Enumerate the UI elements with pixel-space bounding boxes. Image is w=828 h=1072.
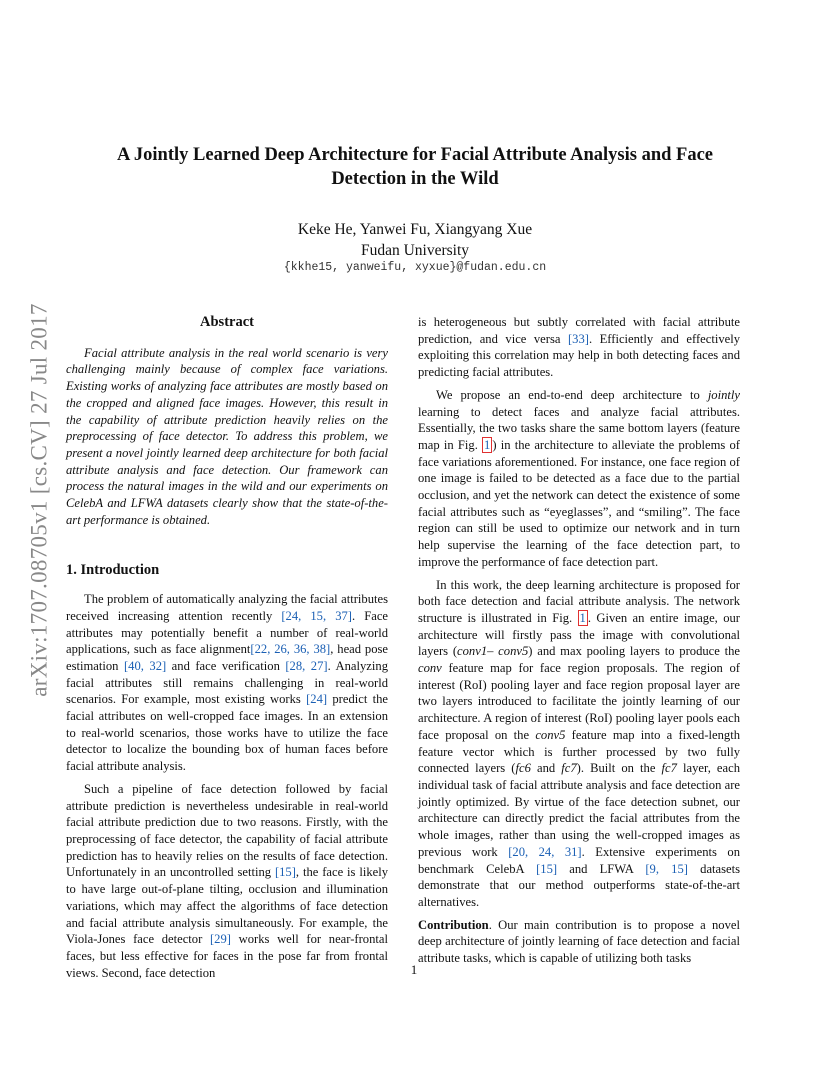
contribution-paragraph: Contribution. Our main contribution is to propose a novel deep architecture of jointly learning of face detection and facial attribute tasks, which is capable of utilizing both tasks: [418, 917, 740, 966]
arxiv-sidebar: [20, 300, 60, 700]
citation-link[interactable]: [24, 15, 37]: [281, 608, 352, 623]
intro-paragraph-2: Such a pipeline of face detection followed by facial attribute prediction is nevertheless undesirable in real-world facial attribute prediction due to two reasons. Firstly, with the preprocessing of face detector, the capability of facial attribute prediction has to heavily relies on the results of face detection. Unfortunately in an uncontrolled setting [15], the face is likely to have large out-of-plane tilting, occlusion and illumination variations, which may affect the algorithms of face detection and facial attribute analysis simultaneously. For example, the Viola-Jones face detector [29] works well for near-frontal faces, but less effective for faces in the pose far from frontal views. Second, face detection: [66, 781, 388, 980]
citation-link[interactable]: [24]: [306, 692, 328, 707]
author-emails: {kkhe15, yanweifu, xyxue}@fudan.edu.cn: [283, 261, 547, 274]
citation-link[interactable]: [40, 32]: [123, 658, 167, 673]
figure-link[interactable]: 1: [484, 437, 491, 452]
left-column: [66, 314, 388, 987]
author-block: [80, 219, 750, 261]
citation-link[interactable]: [22, 26, 36, 38]: [250, 642, 331, 657]
paper-title: A Jointly Learned Deep Architecture for Facial Attribute Analysis and Face Detection in the Wild: [116, 145, 714, 189]
intro-paragraph-1: The problem of automatically analyzing the facial attributes received increasing attention recently [24, 15, 37]. Face attributes may potentially benefit a number of real-world applications, such as face alignment[22, 26, 36, 38], head pose estimation [40, 32] and face verification [28, 27]. Analyzing facial attributes still remains challenging in real-world scenarios. For example, most existing works [24] predict the facial attributes on well-cropped face images. In an extension to real-world scenarios, those works have to utilize the face detector to localize the bounding box of human faces before facial attribute analysis.: [66, 592, 389, 774]
intro-paragraph-4: In this work, the deep learning architecture is proposed for both face detection and facial attribute analysis. The network structure is illustrated in Fig. 1 . Given an entire image, our architecture will firstly pass the image with convolutional layers (conv1– conv5) and max pooling layers to produce the conv feature map for face region proposals. The region of interest (RoI) pooling layer and face region proposal layer are two layers introduced to facilitate the jointly learning of our architecture. A region of interest (RoI) pooling layer pools each face proposal on the conv5 feature map into a fixed-length feature vector which is further processed by two fully connected layers (fc6 and fc7). Built on the fc7 layer, each individual task of facial attribute analysis and face detection are jointly optimized. By virtue of the face detection subnet, our architecture can directly predict the facial attributes from the whole images, rather than using the well-cropped images as previous work [20, 24, 31]. Extensive experiments on benchmark CelebA [15] and LFWA [9, 15] datasets demonstrate that our method outperforms state-of-the-art alternatives.: [418, 577, 741, 909]
page-number: 1: [410, 962, 418, 977]
intro-paragraph-2-continued: is heterogeneous but subtly correlated with facial attribute prediction, and vice versa [33]. Efficiently and effectively exploiting this correlation may help in both detecting faces and predicting facial attributes.: [418, 315, 741, 380]
figure-link[interactable]: 1: [579, 610, 586, 625]
section-heading-introduction: 1. Introduction: [66, 562, 160, 579]
arxiv-identifier: arXiv:1707.08705v1 [cs.CV] 27 Jul 2017: [27, 303, 52, 697]
right-column: [418, 314, 740, 973]
citation-link[interactable]: [15]: [536, 861, 558, 876]
intro-paragraph-3: We propose an end-to-end deep architecture to jointly learning to detect faces and analyze facial attributes. Essentially, the two tasks share the same bottom layers (feature map in Fig. 1 ) in the architecture to alleviate the problems of face variations aforementioned. For instance, one face region of one image is failed to be detected as a face due to the partial occlusion, and yet the network can detect the existence of some facial attributes such as “eyeglasses”, and “smiling”. The face region can still be used to optimize our network and in turn help supervise the learning of the face detection part, to improve the performance of face detection part.: [418, 387, 740, 569]
citation-link[interactable]: [20, 24, 31]: [508, 844, 582, 859]
author-names: Keke He, Yanwei Fu, Xiangyang Xue: [297, 221, 533, 238]
abstract-heading: Abstract: [200, 314, 254, 330]
citation-link[interactable]: [15]: [274, 865, 296, 880]
citation-link[interactable]: [28, 27]: [285, 658, 328, 673]
affiliation: Fudan University: [360, 242, 470, 259]
citation-link[interactable]: [9, 15]: [645, 861, 688, 876]
citation-link[interactable]: [33]: [567, 331, 589, 346]
citation-link[interactable]: [29]: [209, 932, 231, 947]
abstract-text: Facial attribute analysis in the real world scenario is very challenging mainly because of complex face variations. Existing works of analyzing face attributes are mostly based on the cropped and aligned face images. However, this result in the capability of attribute prediction heavily relies on the preprocessing of face detector. To address this problem, we present a novel jointly learned deep architecture for both facial attribute analysis and face detection. Our framework can process the natural images in the wild and our experiments on CelebA and LFWA datasets clearly show that the state-of-the-art performance is obtained.: [66, 345, 388, 527]
contribution-label: Contribution: [418, 917, 489, 932]
